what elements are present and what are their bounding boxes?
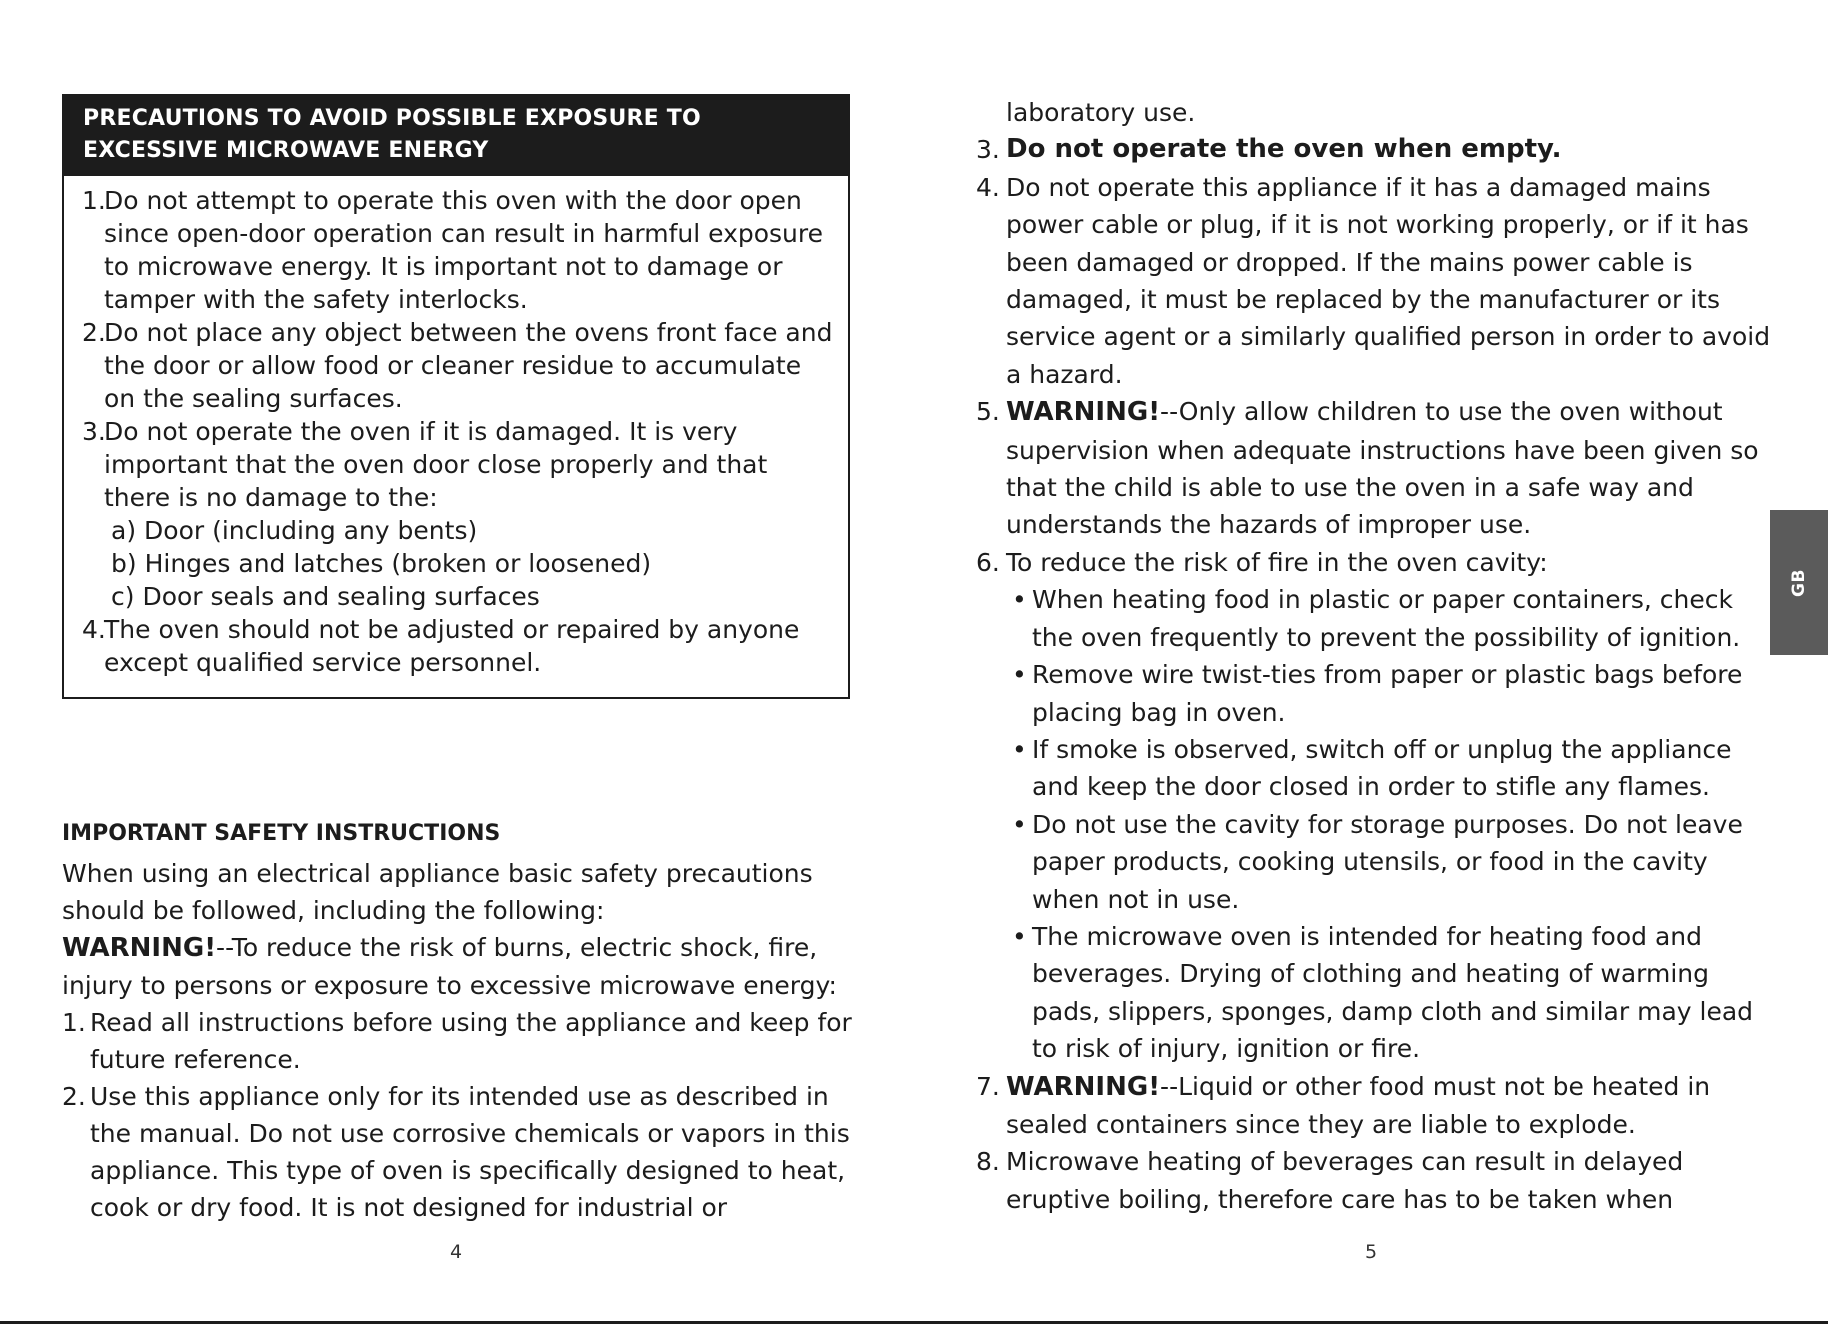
safety-item-number: 3.	[976, 135, 1000, 165]
bullet-item-3	[976, 731, 1776, 806]
bullet-icon: •	[1012, 660, 1027, 690]
precaution-number: 4.	[82, 615, 106, 644]
bullet-text: If smoke is observed, switch off or unplug the appliance and keep the door closed in order to stifle any flames.	[1032, 734, 1732, 802]
precaution-item-2	[82, 316, 834, 415]
safety-intro: When using an electrical appliance basic safety precautions should be followed, including the following:	[62, 859, 813, 925]
precautions-title: PRECAUTIONS TO AVOID POSSIBLE EXPOSURE TO EXCESSIVE MICROWAVE ENERGY	[64, 96, 848, 176]
language-tab	[1770, 510, 1828, 655]
safety-continued	[976, 94, 1776, 1218]
precautions-list	[64, 176, 848, 679]
safety-item-number: 2.	[62, 1082, 86, 1111]
bullet-text: When heating food in plastic or paper containers, check the oven frequently to prevent the possibility of ignition.	[1032, 585, 1741, 652]
safety-item-text: Use this appliance only for its intended use as described in the manual. Do not use corrosive chemicals or vapors in this appliance. This type of oven is specifically designed to heat, cook or dry food. It is not designed for industrial or	[90, 1082, 850, 1222]
safety-item-text: To reduce the risk of fire in the oven cavity:	[1006, 547, 1548, 577]
bullet-item-1	[976, 581, 1776, 656]
precaution-item-3	[82, 415, 834, 514]
precaution-number: 2.	[82, 318, 106, 347]
bullet-item-5	[976, 918, 1776, 1068]
bullet-icon: •	[1012, 585, 1027, 615]
safety-item-1	[62, 1004, 862, 1078]
warning-label: WARNING!	[1006, 1071, 1161, 1102]
warning-label: WARNING!	[1006, 397, 1161, 428]
precaution-subitem-c: c) Door seals and sealing surfaces	[111, 582, 540, 611]
safety-warning	[62, 929, 862, 1004]
precaution-item-1	[82, 184, 834, 316]
safety-item-number: 6.	[976, 547, 1000, 577]
safety-item-number: 4.	[976, 172, 1000, 202]
safety-item-4	[976, 169, 1776, 393]
precaution-item-4	[82, 613, 834, 679]
right-page	[914, 0, 1828, 1324]
safety-item-number: 8.	[976, 1147, 1000, 1177]
bullet-icon: •	[1012, 921, 1027, 951]
safety-section	[62, 818, 862, 1226]
safety-item-body	[1006, 1068, 1776, 1144]
bullet-item-4	[976, 806, 1776, 918]
bullet-text: The microwave oven is intended for heating food and beverages. Drying of clothing and heating of warming pads, slippers, sponges, damp cloth and similar may lead to risk of injury, ignition or fire.	[1032, 921, 1754, 1064]
warning-label: WARNING!	[62, 933, 217, 963]
bullet-item-2	[976, 656, 1776, 731]
page-number-right: 5	[1365, 1241, 1378, 1263]
precaution-number: 3.	[82, 417, 106, 446]
language-tab-label: GB	[1788, 568, 1809, 597]
safety-item-text: Read all instructions before using the appliance and keep for future reference.	[90, 1008, 852, 1074]
precaution-text: The oven should not be adjusted or repaired by anyone except qualified service personnel.	[104, 615, 800, 677]
continuation-text: laboratory use.	[1006, 98, 1196, 127]
bullet-icon: •	[1012, 734, 1027, 764]
precaution-subitem-a: a) Door (including any bents)	[111, 516, 478, 545]
safety-item-3	[976, 131, 1776, 168]
warning-text: --Only allow children to use the oven without supervision when adequate instructions have been given so that the child is able to use the oven in a safe way and understands the hazards of improper use.	[1006, 397, 1759, 540]
safety-item-body	[1006, 393, 1776, 544]
safety-title: IMPORTANT SAFETY INSTRUCTIONS	[62, 821, 501, 846]
warning-text: --Liquid or other food must not be heated in sealed containers since they are liable to explode.	[1006, 1071, 1711, 1139]
warning-text: --To reduce the risk of burns, electric shock, fire, injury to persons or exposure to excessive microwave energy:	[62, 933, 837, 1000]
bullet-text: Remove wire twist-ties from paper or plastic bags before placing bag in oven.	[1032, 660, 1743, 727]
bullet-icon: •	[1012, 809, 1027, 839]
safety-item-2	[62, 1078, 862, 1226]
safety-item-text: Microwave heating of beverages can result in delayed eruptive boiling, therefore care has to be taken when	[1006, 1147, 1684, 1214]
safety-item-7	[976, 1068, 1776, 1144]
precaution-text: Do not place any object between the ovens front face and the door or allow food or cleaner residue to accumulate on the sealing surfaces.	[104, 318, 833, 413]
safety-item-number: 7.	[976, 1071, 1000, 1101]
safety-item-number: 1.	[62, 1008, 86, 1037]
safety-item-text: Do not operate the oven when empty.	[1006, 134, 1562, 165]
safety-item-text: Do not operate this appliance if it has a damaged mains power cable or plug, if it is not working properly, or if it has been damaged or dropped. If the mains power cable is damaged, it must be replaced by the manufacturer or its service agent or a similarly qualified person in order to avoid a hazard.	[1006, 172, 1771, 389]
precaution-number: 1.	[82, 186, 106, 215]
precaution-subitem-b: b) Hinges and latches (broken or loosened)	[111, 549, 652, 578]
bullet-text: Do not use the cavity for storage purposes. Do not leave paper products, cooking utensils, or food in the cavity when not in use.	[1032, 809, 1743, 914]
safety-item-8	[976, 1143, 1776, 1218]
safety-item-5	[976, 393, 1776, 544]
page-number-left: 4	[450, 1241, 463, 1263]
precaution-text: Do not operate the oven if it is damaged. It is very important that the oven door close properly and that there is no damage to the:	[104, 417, 768, 512]
precaution-text: Do not attempt to operate this oven with the door open since open-door operation can result in harmful exposure to microwave energy. It is important not to damage or tamper with the safety interlocks.	[104, 186, 824, 314]
safety-item-6	[976, 544, 1776, 581]
safety-item-number: 5.	[976, 397, 1000, 427]
precautions-box	[62, 94, 850, 699]
